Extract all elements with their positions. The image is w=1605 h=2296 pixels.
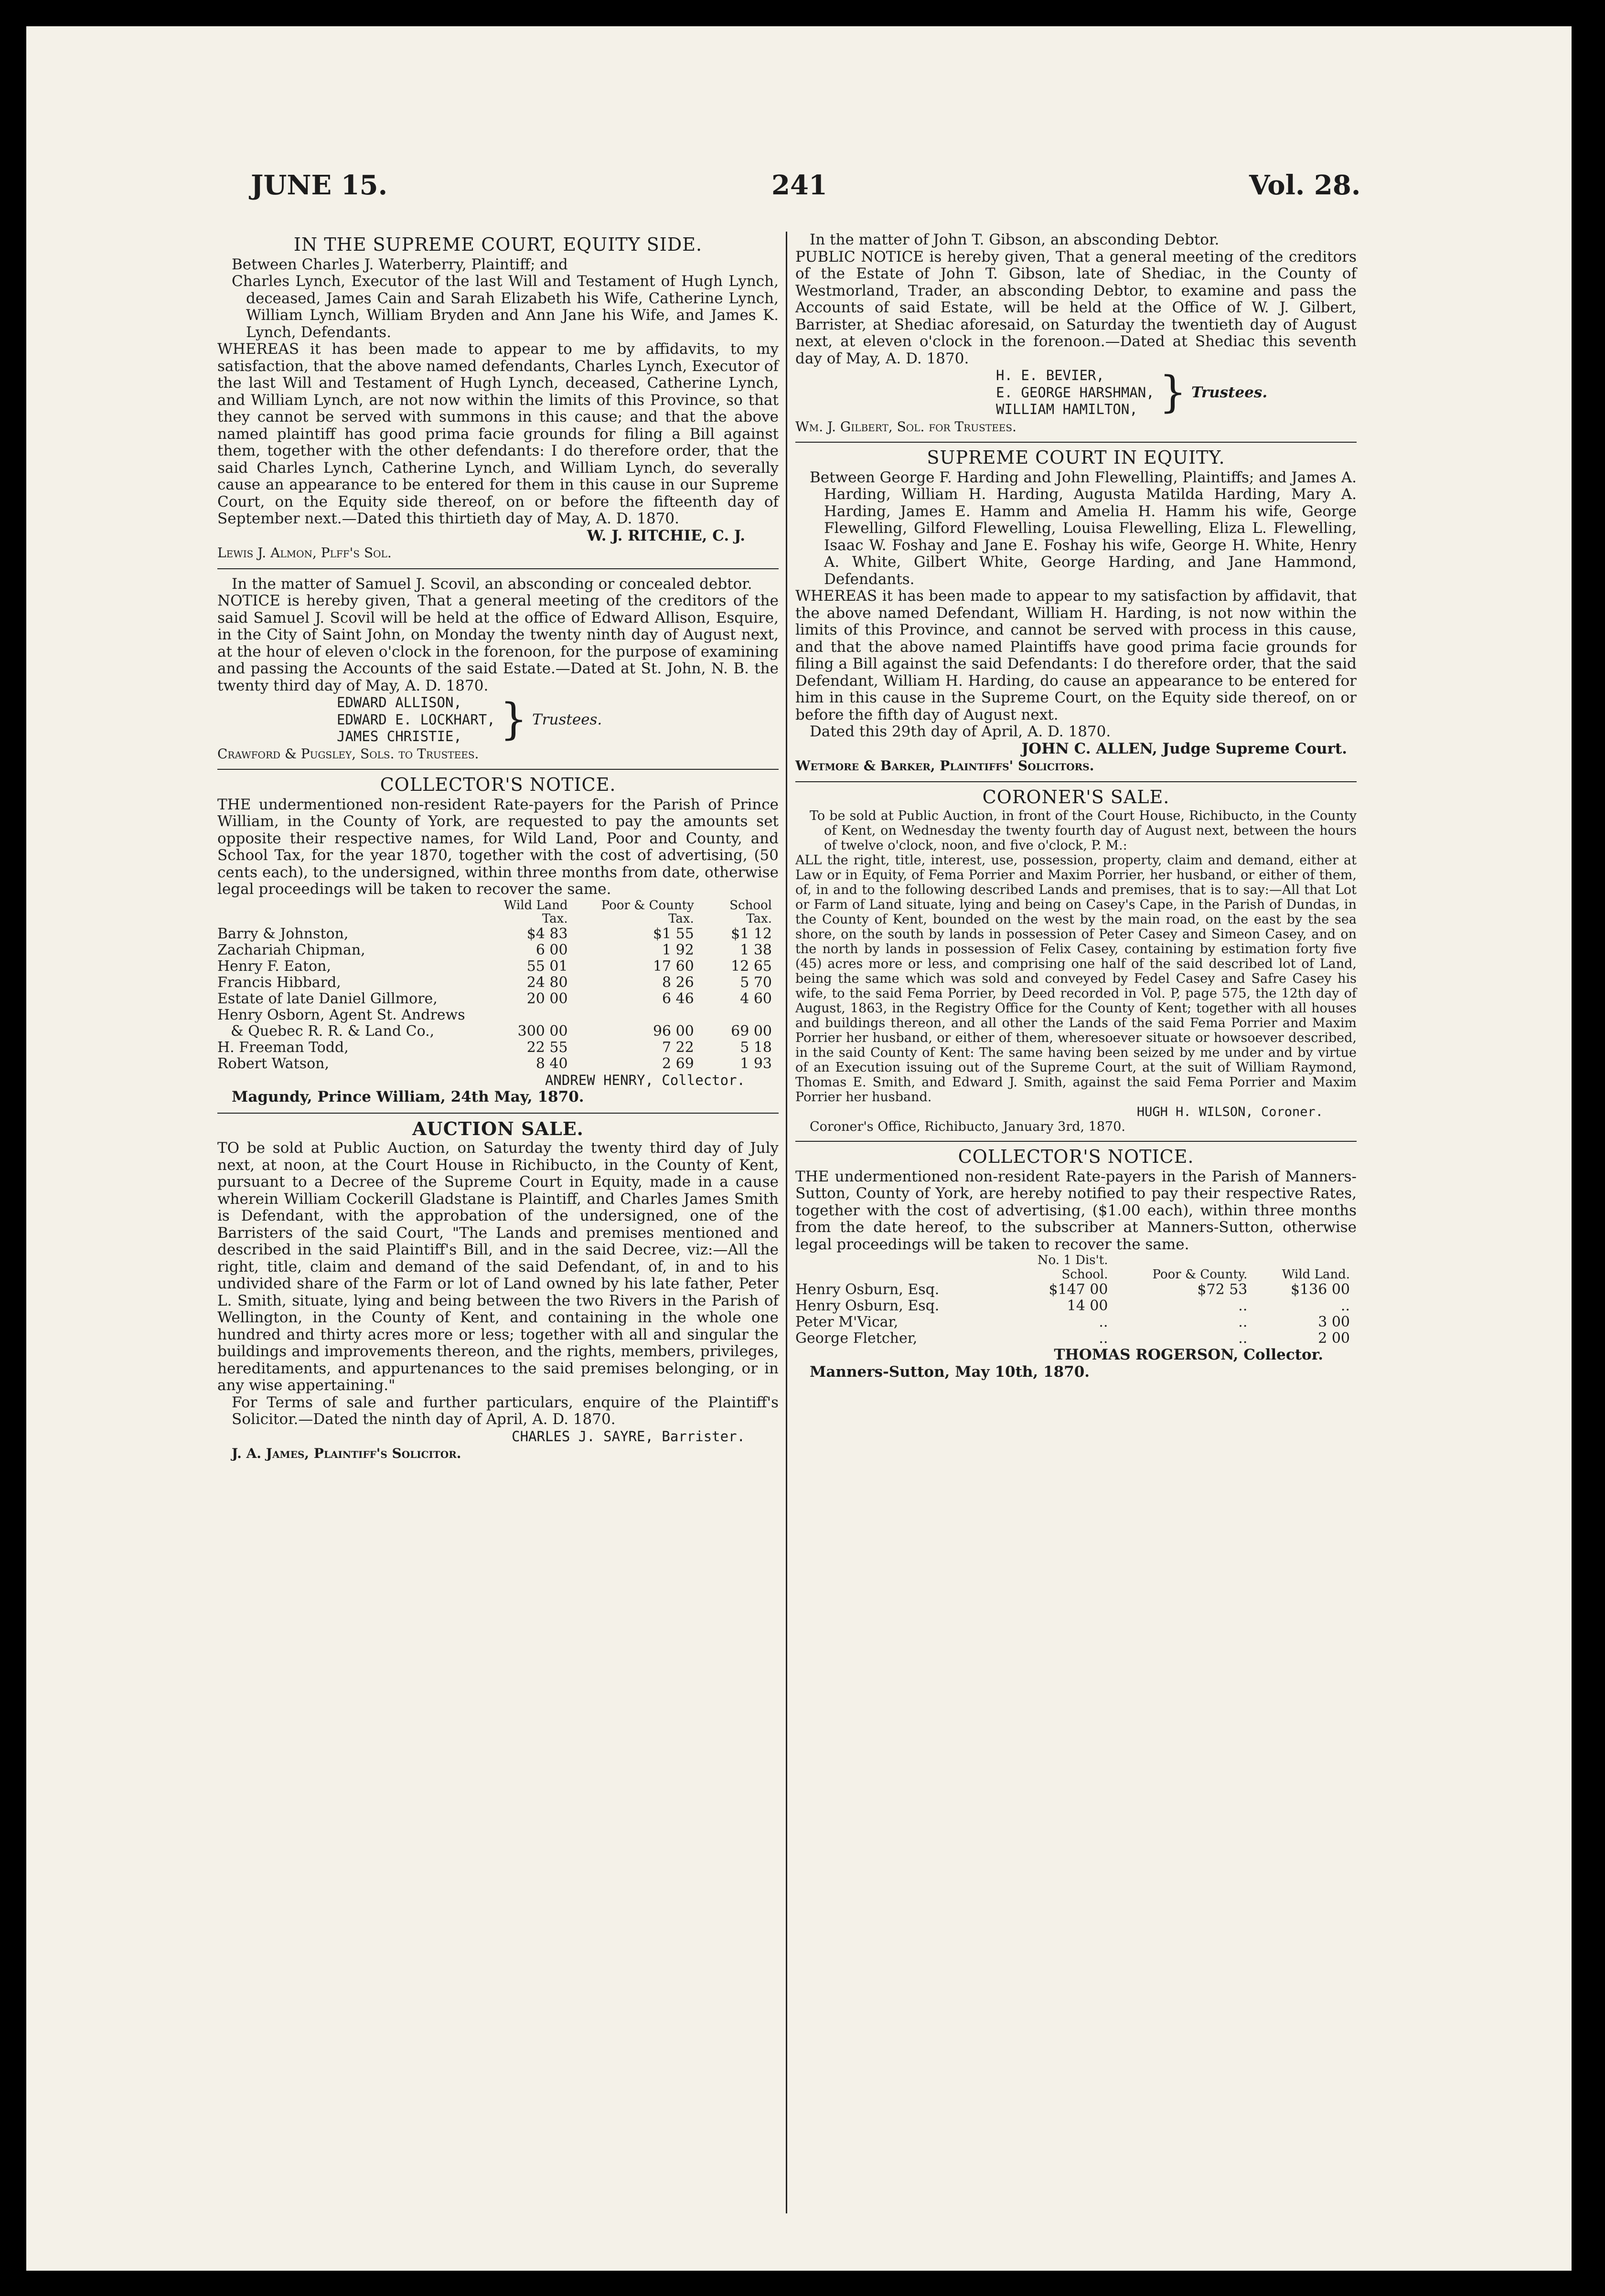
tax-table (795, 1253, 1357, 1347)
solicitor: Lewis J. Almon, Plff's Sol. (217, 545, 392, 561)
trustees-label: Trustees. (532, 711, 602, 728)
dateline: Magundy, Prince William, 24th May, 1870. (232, 1088, 584, 1105)
signature: W. J. RITCHIE, C. J. (587, 527, 745, 544)
table-row: Henry Osburn, Esq. 14 00 .. .. (795, 1297, 1350, 1314)
solicitor: Crawford & Pugsley, Sols. to Trustees. (217, 745, 479, 762)
table-row: George Fletcher, .. .. 2 00 (795, 1330, 1350, 1347)
section-divider (795, 1141, 1357, 1142)
signature: HUGH H. WILSON, Coroner. (1136, 1105, 1323, 1119)
table-row: Francis Hibbard, 24 80 8 26 5 70 (217, 974, 772, 991)
parties-plaintiff: Between Charles J. Waterberry, Plaintiff; and (232, 255, 568, 273)
trustees-label: Trustees. (1191, 383, 1268, 401)
solicitor: Wm. J. Gilbert, Sol. for Trustees. (795, 418, 1016, 435)
sale-intro: To be sold at Public Auction, in front of the Court House, Richibucto, in the County of Kent, on Wednesday the twenty fourth day of August next, between the hours of twelve o'clock, noon, and five o'clock, P. M.: (810, 808, 1357, 853)
trustee-name: EDWARD ALLISON, (337, 694, 462, 711)
section-title: IN THE SUPREME COURT, EQUITY SIDE. (293, 234, 703, 255)
section-divider (795, 781, 1357, 782)
table-row: Peter M'Vicar, .. .. 3 00 (795, 1314, 1350, 1330)
trustee-name: JAMES CHRISTIE, (337, 728, 462, 744)
collector-notice-manners-sutton (795, 1148, 1357, 1381)
table-row: Henry F. Eaton, 55 01 17 60 12 65 (217, 957, 772, 975)
table-row: Zachariah Chipman, 6 00 1 92 1 38 (217, 941, 772, 958)
page-number: 241 (771, 170, 827, 201)
supreme-court-notice (217, 236, 779, 562)
table-row: Barry & Johnston, $4 83 $1 55 $1 12 (217, 925, 772, 942)
parties: Between George F. Harding and John Flewelling, Plaintiffs; and James A. Harding, William H. Harding, Augusta Matilda Harding, Mary A. Harding, James E. Hamm and Amelia H. Hamm his wife, George Flewelling, Gilford Flewelling, Louisa Flewelling, Eliza L. Flewelling, Isaac W. Foshay and Jane E. Foshay his wife, George H. White, Henry A. White, Gilbert White, George Harding, and Jane Hammond, Defendants. (810, 468, 1357, 588)
terms: For Terms of sale and further particulars, enquire of the Plaintiff's Solicitor.—Dated the ninth day of April, A. D. 1870. (232, 1393, 779, 1428)
column-header: Wild Land Tax. (503, 898, 568, 926)
coroners-sale (795, 786, 1357, 1135)
collector-notice-prince-william (217, 776, 779, 1106)
trustee-name: EDWARD E. LOCKHART, (337, 711, 495, 728)
section-divider (217, 1113, 779, 1114)
column-header: School. (1061, 1267, 1108, 1282)
right-column (795, 232, 1357, 1382)
trustee-name: E. GEORGE HARSHMAN, (996, 384, 1155, 401)
volume-number: Vol. 28. (1249, 170, 1361, 201)
table-row: & Quebec R. R. & Land Co., 300 00 96 00 69 00 (231, 1022, 772, 1040)
left-column (217, 232, 779, 1464)
section-divider (217, 769, 779, 770)
notice-body: THE undermentioned non-resident Rate-payers in the Parish of Manners-Sutton, County of York, are hereby notified to pay their respective Rates, together with the cost of advertising, ($1.00 each), within three months from the date hereof, to the subscriber at Manners-Sutton, otherwise legal proceedings will be taken to recover the same. (795, 1168, 1357, 1253)
column-header: Poor & County. (1152, 1267, 1248, 1282)
dated: Dated this 29th day of April, A. D. 1870. (810, 723, 1111, 740)
issue-date: JUNE 15. (251, 170, 388, 201)
supreme-court-equity (795, 449, 1357, 775)
parties-defendants: Charles Lynch, Executor of the last Will and Testament of Hugh Lynch, deceased, James Cain and Sarah Elizabeth his Wife, Catherine Lynch, William Lynch, William Bryden and Ann Jane his Wife, and James K. Lynch, Defendants. (232, 273, 779, 341)
notice-body: TO be sold at Public Auction, on Saturday the twenty third day of July next, at noon, at the Court House in Richibucto, in the County of Kent, pursuant to a Decree of the Supreme Court in Equity, made in a cause wherein William Cockerill Gladstane is Plaintiff, and Charles James Smith is Defendant, with the approbation of the undersigned, one of the Barristers of the said Court, "The Lands and premises mentioned and described in the said Plaintiff's Bill, and in the said Decree, viz:—All the right, title, claim and demand of the said Defendant, of, in and to his undivided share of the Farm or lot of Land owned by his late father, Peter L. Smith, situate, lying and being between the two Rivers in the Parish of Wellington, in the County of Kent, and containing in the whole one hundred and thirty acres more or less; together with all and singular the buildings and improvements thereon, and the rights, members, privileges, hereditaments, and appurtenances to the said premises belonging, or in any wise appertaining." (217, 1139, 779, 1394)
trustee-list (217, 694, 779, 745)
signature: JOHN C. ALLEN, Judge Supreme Court. (1021, 740, 1347, 757)
tax-table (217, 898, 779, 1072)
notice-body: THE undermentioned non-resident Rate-payers for the Parish of Prince William, in the County of York, are requested to pay the amounts set opposite their respective names, for Wild Land, Poor and County, and School Tax, for the year 1870, together with the cost of advertising, (50 cents each), to the undersigned, within three months from date, otherwise legal proceedings will be taken to recover the same. (217, 796, 779, 898)
trustee-name: WILLIAM HAMILTON, (996, 401, 1138, 417)
table-row: Estate of late Daniel Gillmore, 20 00 6 46 4 60 (217, 990, 772, 1007)
section-divider (217, 568, 779, 569)
column-divider (786, 232, 787, 2213)
scovil-notice (217, 576, 779, 763)
table-row: H. Freeman Todd, 22 55 7 22 5 18 (217, 1039, 772, 1056)
notice-heading: In the matter of Samuel J. Scovil, an absconding or concealed debtor. (232, 575, 752, 593)
signature: THOMAS ROGERSON, Collector. (1054, 1346, 1323, 1363)
gibson-notice (795, 232, 1357, 435)
solicitor: Wetmore & Barker, Plaintiffs' Solicitors. (795, 758, 1094, 774)
table-row: Henry Osburn, Esq. $147 00 $72 53 $136 00 (795, 1281, 1350, 1298)
signature: ANDREW HENRY, Collector. (545, 1072, 745, 1088)
section-divider (795, 442, 1357, 443)
newspaper-page (26, 26, 1572, 2271)
solicitor: J. A. James, Plaintiff's Solicitor. (232, 1446, 461, 1461)
signature: CHARLES J. SAYRE, Barrister. (512, 1428, 745, 1445)
column-header: No. 1 Dis't. (1037, 1253, 1108, 1267)
notice-body: NOTICE is hereby given, That a general meeting of the creditors of the said Samuel J. Scovil will be held at the office of Edward Allison, Esquire, in the City of Saint John, on Monday the twenty ninth day of August next, at the hour of eleven o'clock in the forenoon, for the purpose of examining and passing the Accounts of the said Estate.—Dated at St. John, N. B. the twenty third day of May, A. D. 1870. (217, 592, 779, 694)
section-title: SUPREME COURT IN EQUITY. (927, 447, 1225, 468)
notice-body: ALL the right, title, interest, use, possession, property, claim and demand, either at Law or in Equity, of Fema Porrier and Maxim Porrier, her husband, or either of them, of, in and to the following described Lands and premises, that is to say:—All that Lot or Farm of Land situate, lying and being on Casey's Cape, in the Parish of Dundas, in the County of Kent, bounded on the west by the main road, on the east by the sea shore, on the south by lands in possession of Peter Casey and Simeon Casey, and on the north by lands in possession of Felix Casey, containing by estimation forty five (45) acres more or less, and comprising one half of the said described lot of Land, being the same which was sold and conveyed by Fedel Casey and Safre Casey his wife, to the said Fema Porrier, by Deed recorded in Vol. P, page 575, the 12th day of August, 1863, in the Registry Office for the County of Kent; together with all houses and buildings thereon, and all other the Lands of the said Fema Porrier and Maxim Porrier her husband, or either of them, wheresoever situate or howsoever described, in the said County of Kent: The same having been seized by me under and by virtue of an Execution issuing out of the Supreme Court, at the suit of William Raymond, Thomas E. Smith, and Edward J. Smith, against the said Fema Porrier and Maxim Porrier her husband. (795, 853, 1357, 1105)
notice-body: WHEREAS it has been made to appear to my satisfaction by affidavit, that the above named Defendant, William H. Harding, is not now within the limits of this Province, and cannot be served with process in this cause, and that the above named Plaintiffs have good prima facie grounds for filing a Bill against the said Defendants: I do therefore order, that the said Defendant, William H. Harding, do cause an appearance to be entered for him in this cause in the Supreme Court, on the Equity side thereof, on or before the fifth day of August next. (795, 587, 1357, 723)
section-title: CORONER'S SALE. (982, 786, 1170, 808)
brace-icon: } (500, 694, 527, 745)
auction-sale (217, 1117, 779, 1462)
notice-heading: In the matter of John T. Gibson, an absconding Debtor. (810, 231, 1220, 248)
brace-icon: } (1159, 367, 1187, 418)
dateline: Coroner's Office, Richibucto, January 3rd, 1870. (810, 1119, 1125, 1134)
notice-body: WHEREAS it has been made to appear to me by affidavits, to my satisfaction, that the above named defendants, Charles Lynch, Executor of the last Will and Testament of Hugh Lynch, deceased, Catherine Lynch, and William Lynch, are not now within the limits of this Province, so that they cannot be served with summons in this cause; and that the above named plaintiff has good prima facie grounds for filing a Bill against them, together with the other defendants: I do therefore order, that the said Charles Lynch, Catherine Lynch, and William Lynch, do severally cause an appearance to be entered for them in this cause in our Supreme Court, on the Equity side thereof, on or before the fifteenth day of September next.—Dated this thirtieth day of May, A. D. 1870. (217, 340, 779, 527)
notice-body: PUBLIC NOTICE is hereby given, That a general meeting of the creditors of the Estate of John T. Gibson, late of Shediac, in the County of Westmorland, Trader, an absconding Debtor, to examine and pass the Accounts of said Estate, will be held at the Office of W. J. Gilbert, Barrister, at Shediac aforesaid, on Saturday the twentieth day of August next, at eleven o'clock in the forenoon.—Dated at Shediac this seventh day of May, A. D. 1870. (795, 248, 1357, 367)
column-header: Poor & County Tax. (601, 898, 694, 926)
column-header: School Tax. (729, 898, 772, 926)
table-row: Henry Osborn, Agent St. Andrews (217, 1006, 465, 1023)
dateline: Manners-Sutton, May 10th, 1870. (810, 1363, 1090, 1381)
section-title: COLLECTOR'S NOTICE. (958, 1146, 1194, 1167)
section-title: COLLECTOR'S NOTICE. (380, 774, 616, 795)
trustee-list (795, 367, 1357, 418)
column-header: Wild Land. (1282, 1267, 1350, 1282)
table-row: Robert Watson, 8 40 2 69 1 93 (217, 1055, 772, 1072)
trustee-name: H. E. BEVIER, (996, 367, 1104, 383)
section-title: AUCTION SALE. (412, 1117, 584, 1139)
